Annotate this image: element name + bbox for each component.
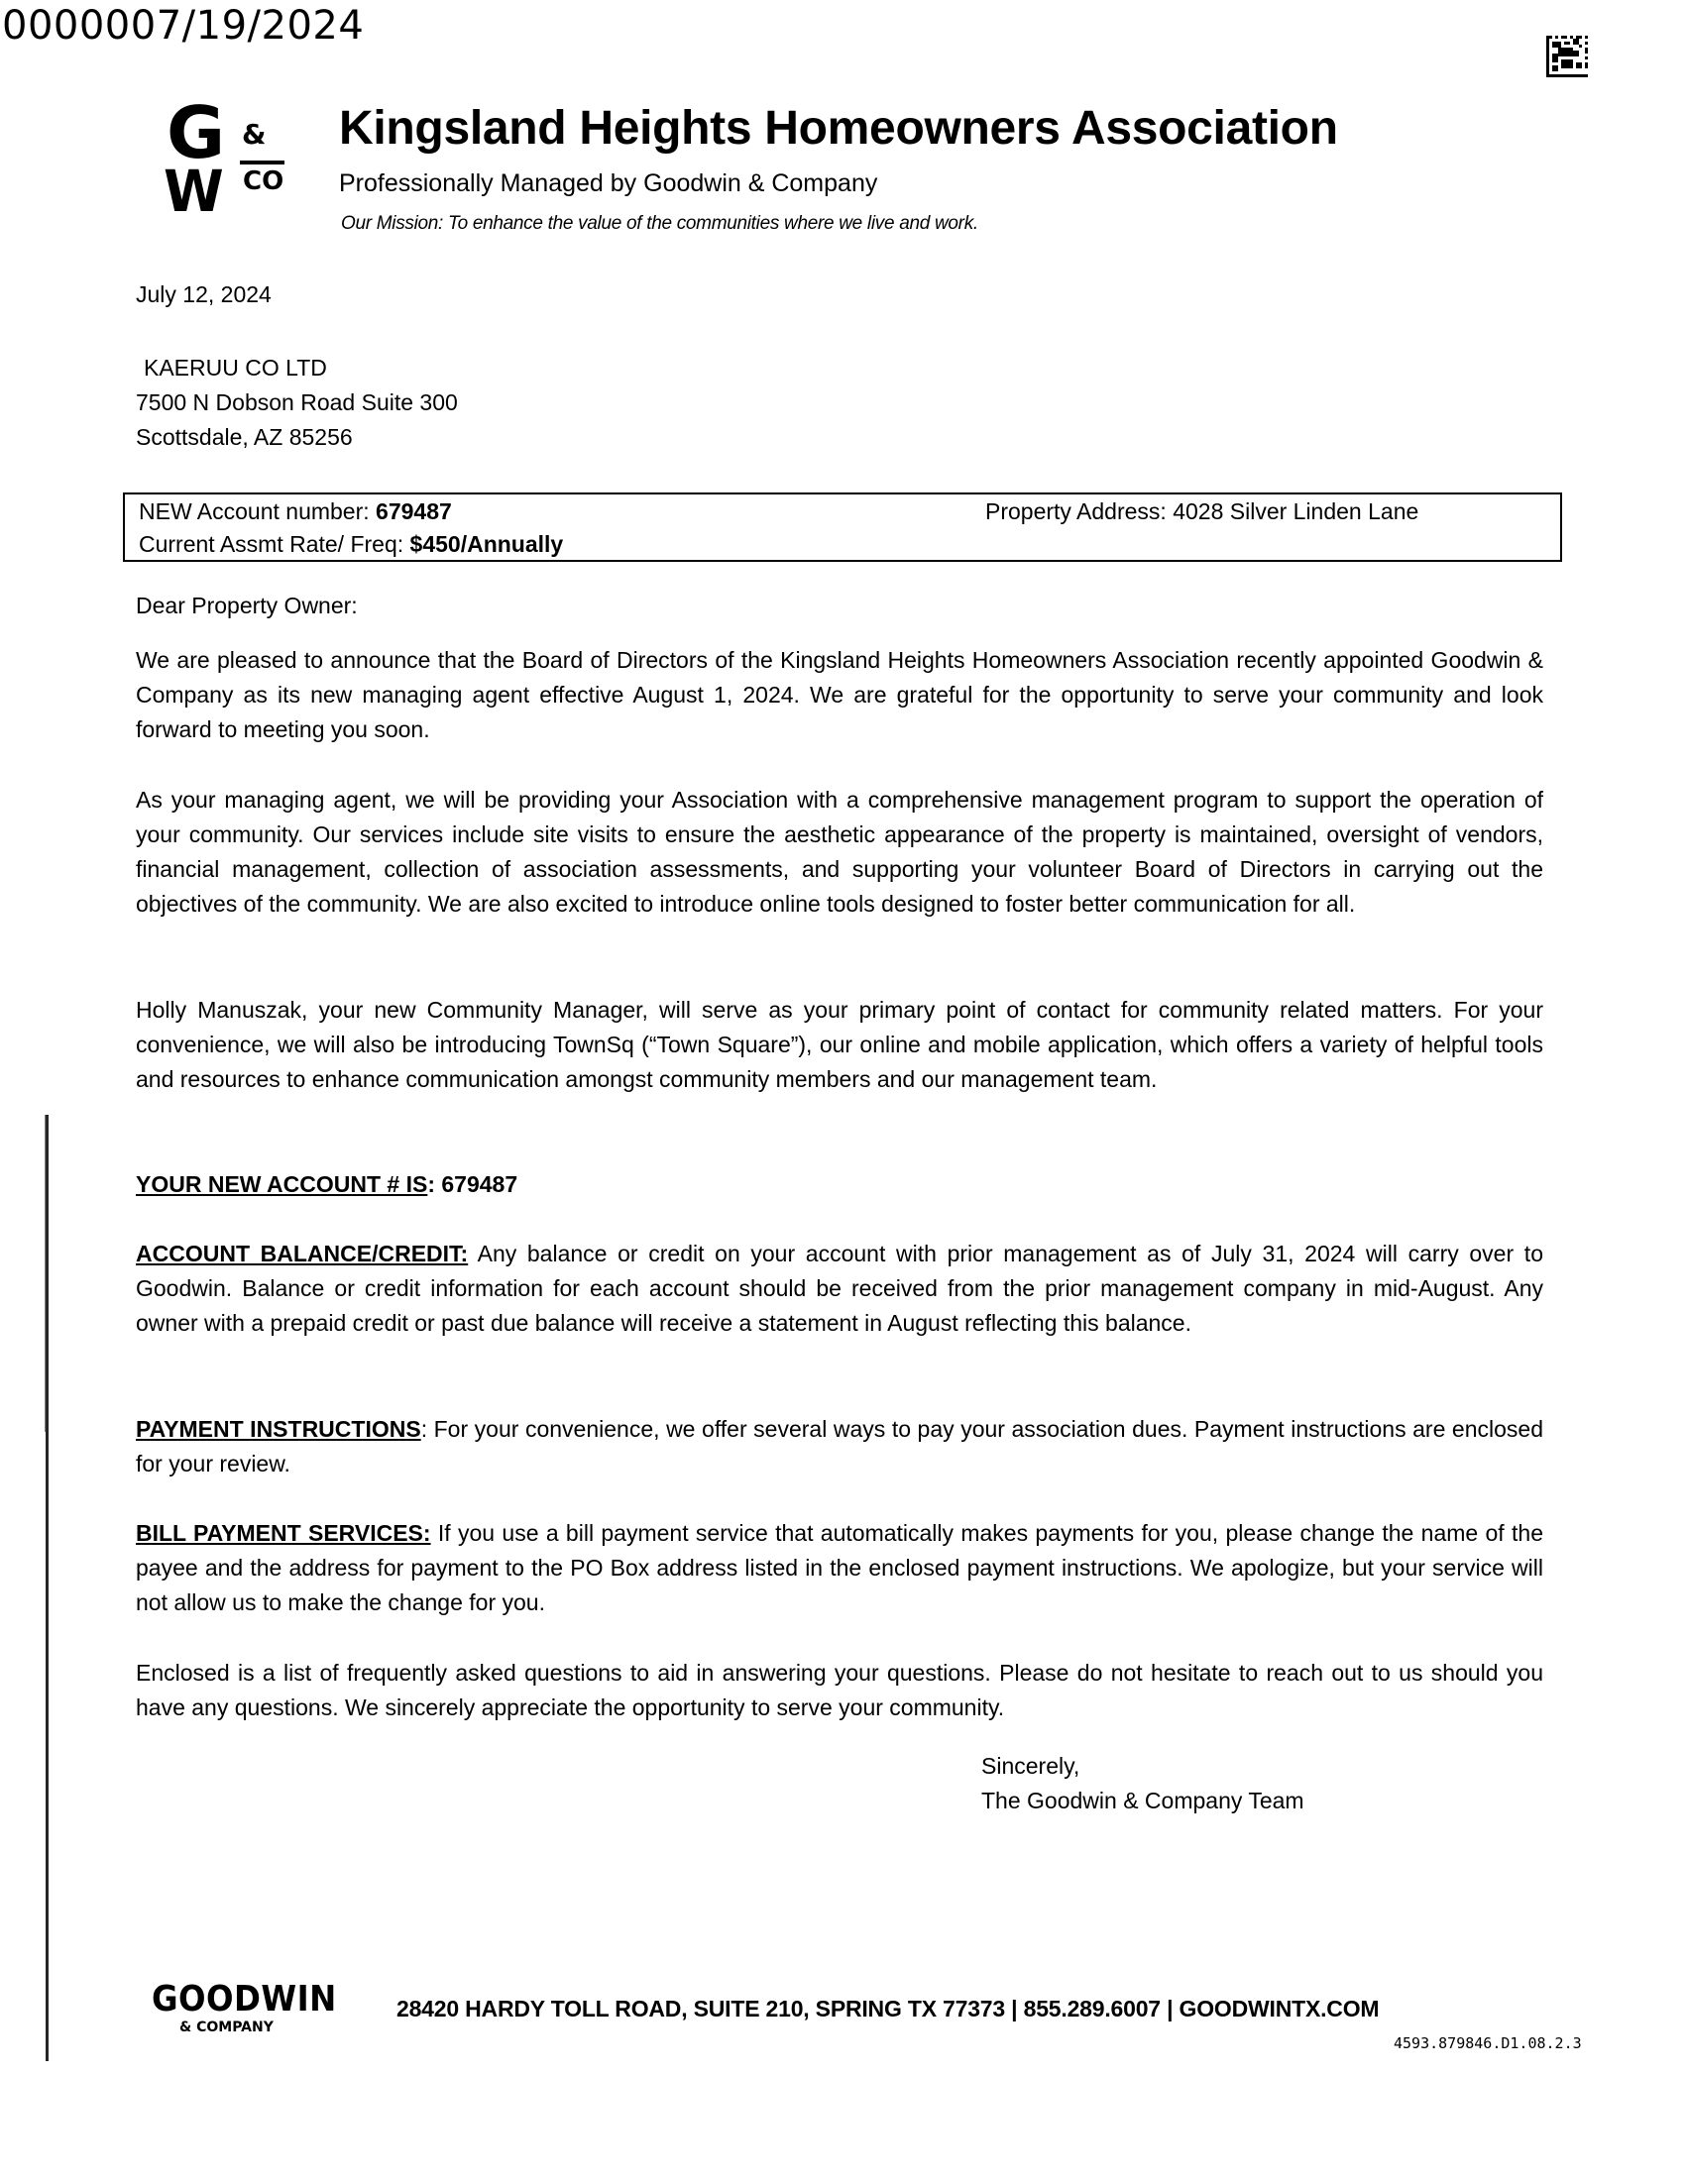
assessment-rate-label: Current Assmt Rate/ Freq: — [139, 531, 410, 557]
logo-letter-g: G — [167, 91, 226, 174]
recipient-city-state-zip: Scottsdale, AZ 85256 — [136, 424, 353, 450]
letter-closing — [981, 1749, 1304, 1818]
logo-bar — [240, 161, 284, 164]
assessment-rate-value: $450/Annually — [409, 531, 564, 557]
account-info-box — [123, 492, 1562, 562]
property-address-value: 4028 Silver Linden Lane — [1173, 498, 1419, 524]
signature: The Goodwin & Company Team — [981, 1788, 1304, 1813]
assessment-rate-row — [139, 528, 563, 561]
datamatrix-barcode-icon — [1546, 36, 1588, 77]
letter-date: July 12, 2024 — [136, 281, 272, 307]
footer-contact-info: 28420 HARDY TOLL ROAD, SUITE 210, SPRING TX 77373 | 855.289.6007 | GOODWINTX.COM — [396, 1996, 1380, 2021]
announcement-paragraph: We are pleased to announce that the Board of Directors of the Kingsland Heights Homeowners Association recently appointed Goodwin & Company as its new managing agent effective August 1, 2024. We are grateful for the opportunity to serve your community and look forward to meeting you soon. — [136, 647, 1543, 742]
recipient-name: KAERUU CO LTD — [144, 355, 327, 381]
valediction: Sincerely, — [981, 1753, 1080, 1779]
recipient-street: 7500 N Dobson Road Suite 300 — [136, 389, 458, 415]
services-paragraph: As your managing agent, we will be providing your Association with a comprehensive management program to support the operation of your community. Our services include site visits to ensure the aesthetic appearance of the property is maintained, oversight of vendors, financial management, collection of association assessments, and supporting your volunteer Board of Directors in carrying out the objectives of the community. We are also excited to introduce online tools designed to foster better communication for all. — [136, 787, 1543, 917]
account-number-label: NEW Account number: — [139, 498, 377, 524]
footer-brand-sub: & COMPANY — [179, 2020, 274, 2035]
document-code: 4593.879846.D1.08.2.3 — [1394, 2034, 1582, 2052]
bill-payment-heading: BILL PAYMENT SERVICES: — [136, 1520, 431, 1546]
faq-closing-paragraph: Enclosed is a list of frequently asked questions to aid in answering your questions. Please do not hesitate to reach out to us should you have any questions. We sincerely appreciate the opportunity to serve your community. — [136, 1660, 1543, 1720]
recipient-address — [136, 351, 458, 455]
scan-margin-line — [46, 1115, 49, 2061]
payment-instructions-text: : For your convenience, we offer several ways to pay your association dues. Payment instructions are enclosed for your review. — [136, 1416, 1543, 1476]
account-details — [139, 495, 563, 561]
account-balance-section — [136, 1237, 1543, 1341]
mission-statement: Our Mission: To enhance the value of the communities where we live and work. — [341, 213, 978, 234]
goodwin-footer-logo — [152, 1979, 340, 2035]
account-number-row — [139, 495, 563, 528]
association-title: Kingsland Heights Homeowners Association — [339, 102, 1338, 155]
logo-co: CO — [243, 166, 284, 196]
community-manager-paragraph: Holly Manuszak, your new Community Manager, will serve as your primary point of contact for community related matters. For your convenience, we will also be introducing TownSq (“Town Square”), our online and mobile application, which offers a variety of helpful tools and resources to enhance communication amongst community members and our management team. — [136, 997, 1543, 1092]
logo-letter-w: W — [164, 158, 224, 225]
property-address-label: Property Address: — [985, 498, 1174, 524]
salutation: Dear Property Owner: — [136, 593, 358, 618]
bill-payment-section — [136, 1516, 1543, 1620]
bill-payment-text: If you use a bill payment service that automatically makes payments for you, please change the name of the payee and the address for payment to the PO Box address listed in the enclosed payment instructions. We apologize, but your service will not allow us to make the change for you. — [136, 1520, 1543, 1615]
logo-ampersand: & — [242, 118, 267, 151]
new-account-heading-value: : 679487 — [427, 1171, 518, 1197]
footer-brand-name: GOODWIN — [152, 1979, 337, 2020]
new-account-heading — [136, 1167, 517, 1202]
payment-instructions-section — [136, 1412, 1543, 1481]
account-number-value: 679487 — [376, 498, 452, 524]
new-account-heading-label: YOUR NEW ACCOUNT # IS — [136, 1171, 428, 1197]
account-balance-text: Any balance or credit on your account with prior management as of July 31, 2024 will carry over to Goodwin. Balance or credit information for each account should be received from the prior management company in mid-August. Any owner with a prepaid credit or past due balance will receive a statement in August reflecting this balance. — [136, 1241, 1543, 1336]
account-balance-heading: ACCOUNT BALANCE/CREDIT: — [136, 1241, 469, 1266]
property-address-row — [985, 495, 1418, 528]
managed-by-line: Professionally Managed by Goodwin & Company — [339, 169, 878, 197]
payment-instructions-heading: PAYMENT INSTRUCTIONS — [136, 1416, 421, 1442]
goodwin-logo-icon — [164, 91, 284, 226]
fax-date-stamp: 0000007/19/2024 — [2, 3, 365, 49]
